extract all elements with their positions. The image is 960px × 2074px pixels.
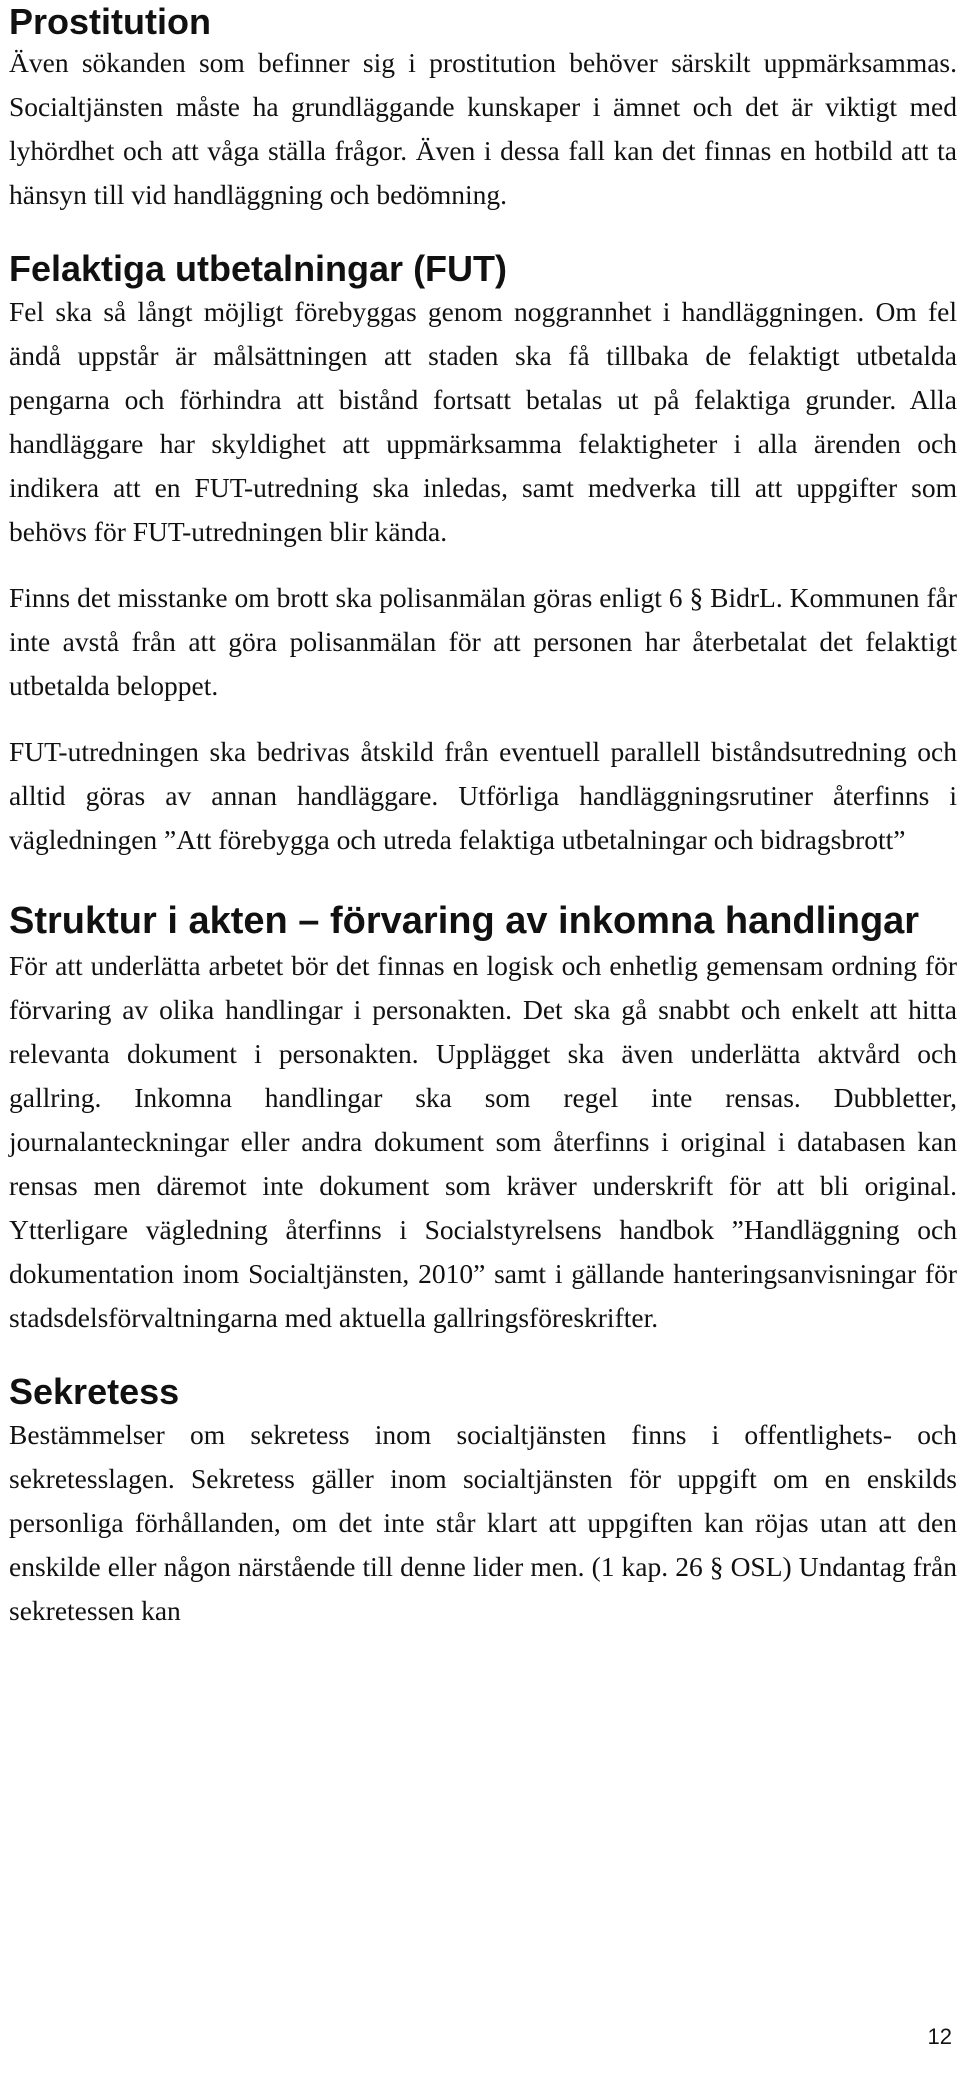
section-heading-prostitution: Prostitution <box>9 1 211 42</box>
paragraph: FUT-utredningen ska bedrivas åtskild från eventuell parallell biståndsutredning och alltid göras av annan handläggare. Utförliga handläggningsrutiner återfinns i vägledningen ”Att förebygga och utreda felaktiga utbetalningar och bidragsbrott” <box>9 736 957 855</box>
page-number: 12 <box>927 2024 952 2049</box>
section-heading-struktur: Struktur i akten – förvaring av inkomna handlingar <box>9 900 920 942</box>
paragraph: Fel ska så långt möjligt förebyggas genom noggrannhet i handläggningen. Om fel ändå uppstår är målsättningen att staden ska få tillbaka de felaktigt utbetalda pengarna och förhindra att bistånd fortsatt betalas ut på felaktiga grunder. Alla handläggare har skyldighet att uppmärksamma felaktigheter i alla ärenden och indikera att en FUT-utredning ska inledas, samt medverka till att uppgifter som behövs för FUT-utredningen blir kända. <box>9 296 957 547</box>
document-page <box>9 0 957 1633</box>
paragraph: Finns det misstanke om brott ska polisanmälan göras enligt 6 § BidrL. Kommunen får inte avstå från att göra polisanmälan för att personen har återbetalat det felaktigt utbetalda beloppet. <box>9 582 957 701</box>
section-heading-sekretess: Sekretess <box>9 1371 180 1412</box>
paragraph: Bestämmelser om sekretess inom socialtjänsten finns i offentlighets- och sekretesslagen. Sekretess gäller inom socialtjänsten för uppgift om en enskilds personliga förhållanden, om det inte står klart att uppgiften kan röjas utan att den enskilde eller någon närstående till denne lider men. (1 kap. 26 § OSL) Undantag från sekretessen kan <box>9 1419 957 1626</box>
section-heading-fut: Felaktiga utbetalningar (FUT) <box>9 248 508 289</box>
paragraph: För att underlätta arbetet bör det finnas en logisk och enhetlig gemensam ordning för förvaring av olika handlingar i personakten. Det ska gå snabbt och enkelt att hitta relevanta dokument i personakten. Upplägget ska även underlätta aktvård och gallring. Inkomna handlingar ska som regel inte rensas. Dubbletter, journalanteckningar eller andra dokument som återfinns i original i databasen kan rensas men däremot inte dokument som kräver underskrift för att bli original. Ytterligare vägledning återfinns i Socialstyrelsens handbok ”Handläggning och dokumentation inom Socialtjänsten, 2010” samt i gällande hanteringsanvisningar för stadsdelsförvaltningarna med aktuella gallringsföreskrifter. <box>9 950 957 1333</box>
paragraph: Även sökanden som befinner sig i prostitution behöver särskilt uppmärksammas. Socialtjänsten måste ha grundläggande kunskaper i ämnet och det är viktigt med lyhördhet och att våga ställa frågor. Även i dessa fall kan det finnas en hotbild att ta hänsyn till vid handläggning och bedömning. <box>9 47 957 210</box>
